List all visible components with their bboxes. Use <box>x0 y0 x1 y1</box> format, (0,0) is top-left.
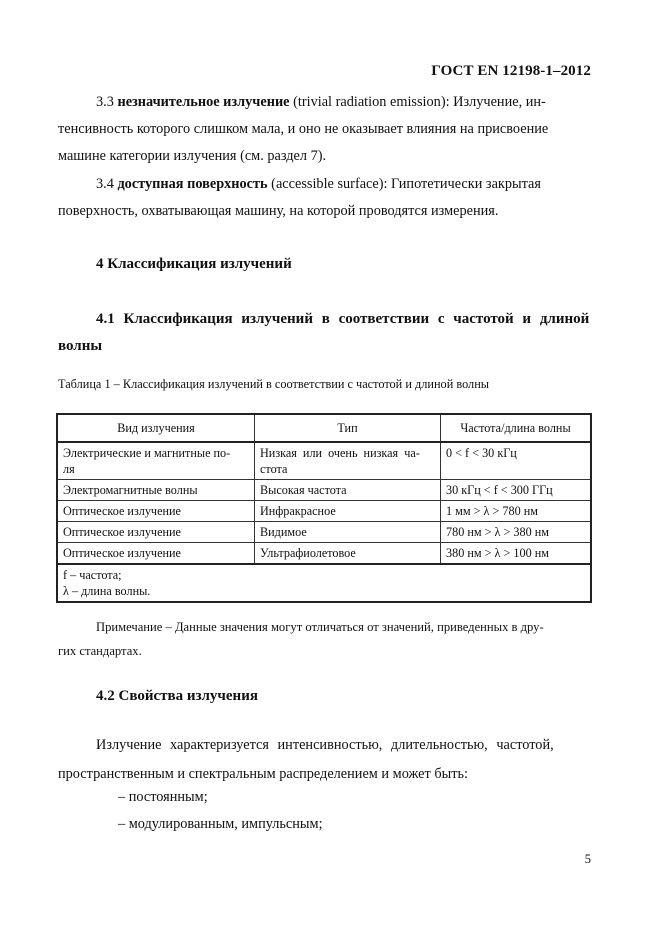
table-row <box>57 442 591 480</box>
table-footnote-row <box>57 564 591 602</box>
cell-kind <box>57 442 255 480</box>
classification-table <box>56 413 592 603</box>
table-row <box>57 501 591 522</box>
table-row <box>57 543 591 565</box>
header-type: Тип <box>255 414 441 442</box>
section-4-2-heading: 4.2 Свойства излучения <box>96 688 258 704</box>
cell-frequency: 1 мм > λ > 780 нм <box>441 501 592 522</box>
table-note <box>58 615 593 663</box>
body-4-2-line-2: пространственным и спектральным распределением и может быть: <box>58 766 468 782</box>
cell-kind: Электромагнитные волны <box>57 480 255 501</box>
clause-3-3-definition-start: (trivial radiation emission): Излучение, ин- <box>289 94 546 110</box>
cell-kind: Оптическое излучение <box>57 522 255 543</box>
table-row <box>57 480 591 501</box>
cell-frequency: 30 кГц < f < 300 ГГц <box>441 480 592 501</box>
header-frequency: Частота/длина волны <box>441 414 592 442</box>
note-line-2: гих стандартах. <box>58 644 142 658</box>
list-item: – модулированным, импульсным; <box>118 816 323 832</box>
clause-3-4-line-2: поверхность, охватывающая машину, на которой проводятся измерения. <box>58 203 499 219</box>
section-4-heading: 4 Классификация излучений <box>96 256 292 272</box>
body-4-2-line-1: Излучение характеризуется интенсивностью, длительностью, частотой, <box>96 737 554 753</box>
cell-kind: Оптическое излучение <box>57 501 255 522</box>
clause-3-3-line-1 <box>58 89 593 116</box>
cell-type-line-2: стота <box>260 462 288 476</box>
cell-type <box>255 442 441 480</box>
cell-frequency: 780 нм > λ > 380 нм <box>441 522 592 543</box>
clause-3-4 <box>58 171 593 225</box>
clause-3-3-line-3: машине категории излучения (см. раздел 7). <box>58 148 327 164</box>
section-4-2-body <box>58 731 593 789</box>
cell-type: Высокая частота <box>255 480 441 501</box>
note-line-1: Примечание – Данные значения могут отличаться от значений, приведенных в дру- <box>96 620 544 634</box>
section-4-1-line-1: 4.1 Классификация излучений в соответствии с частотой и длиной <box>96 311 590 327</box>
footnote-wavelength: λ – длина волны. <box>63 584 151 598</box>
clause-3-3-number: 3.3 <box>96 94 114 110</box>
cell-kind: Оптическое излучение <box>57 543 255 565</box>
section-4-1-line-2: волны <box>58 338 103 354</box>
section-4-1-heading <box>58 306 593 360</box>
clause-3-3-term: незначительное излучение <box>117 94 290 110</box>
table-footnote <box>57 564 591 602</box>
cell-type-line-1: Низкая или очень низкая ча- <box>260 446 420 460</box>
clause-3-4-line-1 <box>58 171 593 198</box>
clause-3-3-line-2: тенсивность которого слишком мала, и оно не оказывает влияния на присвоение <box>58 121 549 137</box>
standard-header: ГОСТ EN 12198-1–2012 <box>431 63 591 79</box>
table-header-row <box>57 414 591 442</box>
header-kind: Вид излучения <box>57 414 255 442</box>
footnote-frequency: f – частота; <box>63 568 122 582</box>
page-number: 5 <box>584 852 591 866</box>
list-item: – постоянным; <box>118 789 208 805</box>
cell-frequency: 0 < f < 30 кГц <box>441 442 592 480</box>
cell-kind-line-1: Электрические и магнитные по- <box>63 446 231 460</box>
cell-kind-line-2: ля <box>63 462 75 476</box>
cell-type: Ультрафиолетовое <box>255 543 441 565</box>
clause-3-4-term: доступная поверхность <box>117 176 268 192</box>
clause-3-3 <box>58 89 593 170</box>
table-row <box>57 522 591 543</box>
table-caption: Таблица 1 – Классификация излучений в соответствии с частотой и длиной волны <box>58 377 490 391</box>
clause-3-4-definition-start: (accessible surface): Гипотетически закрытая <box>267 176 541 192</box>
cell-frequency: 380 нм > λ > 100 нм <box>441 543 592 565</box>
clause-3-4-number: 3.4 <box>96 176 114 192</box>
cell-type: Видимое <box>255 522 441 543</box>
cell-type: Инфракрасное <box>255 501 441 522</box>
